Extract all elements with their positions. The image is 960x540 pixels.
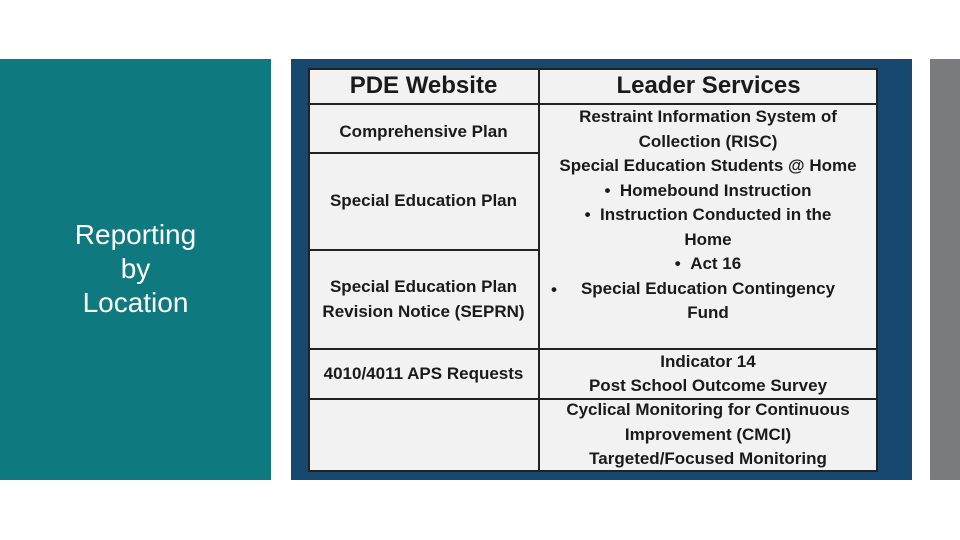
side-title-line-3: Location xyxy=(82,287,189,318)
side-title-line-2: by xyxy=(120,253,151,284)
cell-special-education-plan: Special Education Plan xyxy=(329,191,518,211)
homebound-item: • Homebound Instruction xyxy=(604,180,812,200)
contingency-line-2: Fund xyxy=(687,303,729,322)
header-pde-website: PDE Website xyxy=(349,72,498,99)
cell-empty xyxy=(308,400,539,470)
cell-monitoring: Cyclical Monitoring for Continuous Improvement (CMCI) Targeted/Focused Monitoring xyxy=(566,400,850,469)
act16-item: • Act 16 xyxy=(674,254,742,273)
bullet-icon: • xyxy=(604,180,611,200)
cell-aps-requests: 4010/4011 APS Requests xyxy=(323,363,524,383)
risc-line-1: Restraint Information System of xyxy=(579,107,837,126)
sped-at-home: Special Education Students @ Home xyxy=(559,156,857,175)
side-title xyxy=(0,218,271,320)
instruction-home-item: • Instruction Conducted in the xyxy=(584,205,832,224)
bullet-icon: • xyxy=(584,205,591,224)
gray-accent-bar xyxy=(930,59,960,480)
risc-line-2: Collection (RISC) xyxy=(638,131,778,151)
cell-comprehensive-plan: Comprehensive Plan xyxy=(339,121,508,141)
bullet-icon-contingency: • xyxy=(551,279,557,299)
cell-seprn: Special Education Plan Revision Notice (SEPRN) xyxy=(322,277,525,321)
contingency-item: Special Education Contingency xyxy=(580,278,836,298)
instruction-home-line-2: Home xyxy=(684,229,732,249)
cell-leader-services-list xyxy=(540,104,876,348)
header-leader-services: Leader Services xyxy=(616,72,801,99)
services-table xyxy=(308,68,878,472)
side-title-line-1: Reporting xyxy=(74,219,197,250)
cell-indicator-14: Indicator 14 Post School Outcome Survey xyxy=(588,351,828,395)
table-border-right xyxy=(876,68,878,472)
bullet-icon: • xyxy=(674,254,681,273)
